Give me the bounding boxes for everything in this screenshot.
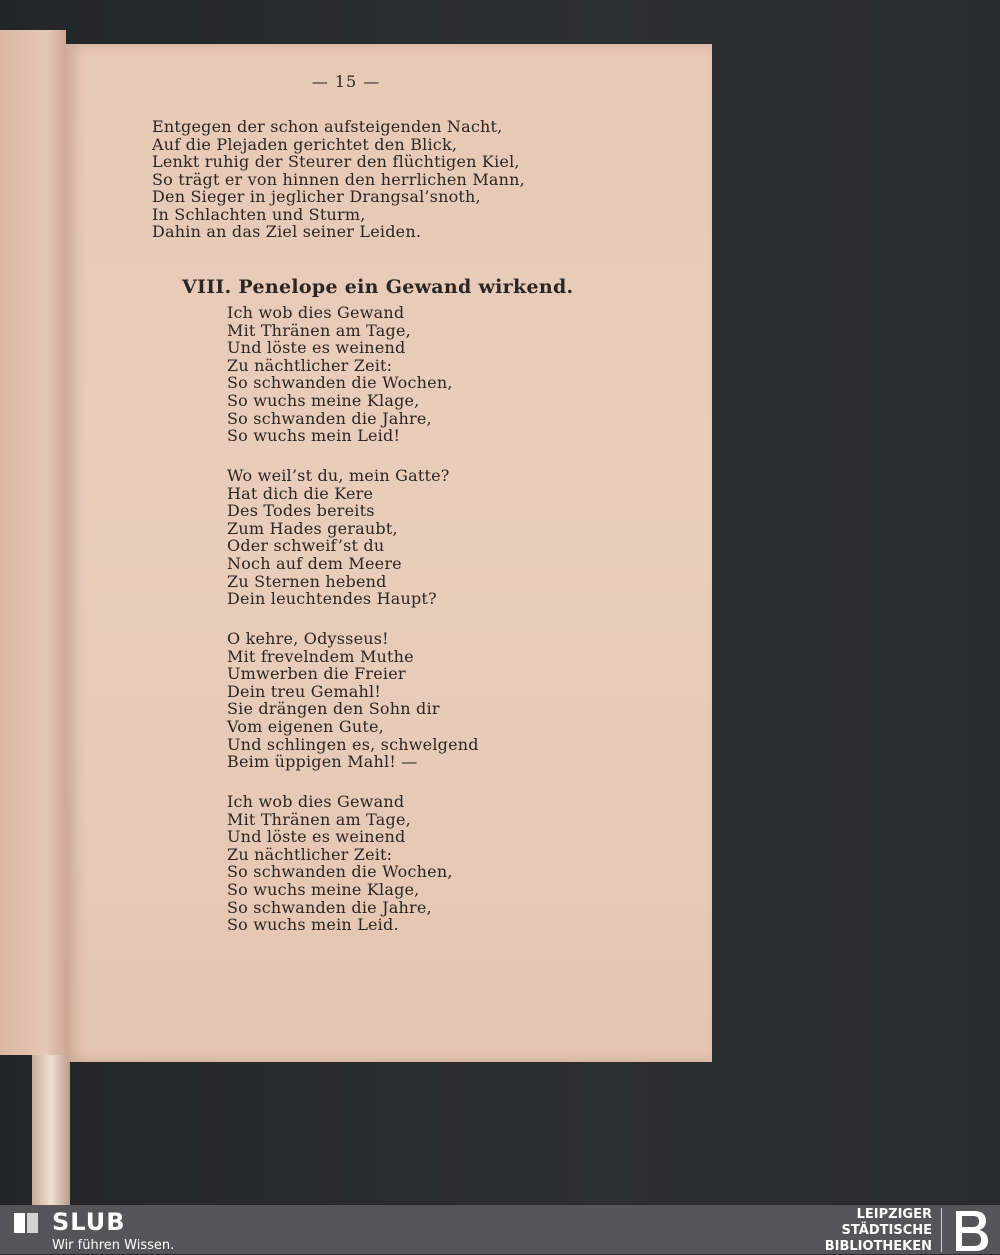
lsb-line: BIBLIOTHEKEN [824,1239,932,1254]
verse-line: Zu Sternen hebend [227,571,387,591]
verse-line: Den Sieger in jeglicher Drangsal’snoth, [152,187,481,206]
verse-line: Zu nächtlicher Zeit: [227,355,393,375]
verse-line: So wuchs meine Klage, [227,880,420,899]
verse-line: So schwanden die Jahre, [227,408,432,428]
verse-line: Und schlingen es, schwelgend [227,734,479,754]
verse-line: Und löste es weinend [227,827,406,847]
facing-page-edge [0,30,66,1055]
verse-line: So trägt er von hinnen den herrlichen Mann, [152,169,525,189]
verse-line: Ich wob dies Gewand [227,792,405,811]
book-page [66,44,712,1062]
verse-line: Mit frevelndem Muthe [227,646,414,666]
verse-line: Lenkt ruhig der Steurer den flüchtigen Kiel, [152,152,520,171]
verse-line: Wo weil’st du, mein Gatte? [227,466,450,485]
verse-line: In Schlachten und Sturm, [152,204,366,224]
verse-line: Mit Thränen am Tage, [227,809,411,829]
verse-line: So wuchs mein Leid. [227,915,399,935]
verse-line: So wuchs meine Klage, [227,391,420,410]
verse-line: Dein leuchtendes Haupt? [227,589,437,609]
verse-line: Dein treu Gemahl! [227,681,381,701]
verse-line: Ich wob dies Gewand [227,303,405,322]
lsb-line: LEIPZIGER [856,1207,932,1222]
verse-line: So schwanden die Wochen, [227,862,453,882]
verse-line: Mit Thränen am Tage, [227,320,411,340]
verse-line: Umwerben die Freier [227,664,406,684]
footer-divider [941,1208,942,1252]
verse-line: Zu nächtlicher Zeit: [227,844,393,864]
lsb-wordmark [825,1207,932,1255]
lsb-logo-icon [948,1207,992,1253]
slub-tagline: Wir führen Wissen. [52,1238,175,1253]
verse-line: So wuchs mein Leid! [227,426,401,446]
verse-line: O kehre, Odysseus! [227,629,389,648]
verse-line: So schwanden die Wochen, [227,373,453,393]
poem-heading: VIII. Penelope ein Gewand wirkend. [182,276,574,298]
verse-line: Hat dich die Kere [227,483,374,503]
verse-line: Vom eigenen Gute, [227,717,384,736]
footer-bar [0,1205,1000,1254]
verse-line: Noch auf dem Meere [227,554,402,573]
book-spine-edge [32,1055,70,1205]
verse-line: Zum Hades geraubt, [227,518,398,538]
verse-line: Auf die Plejaden gerichtet den Blick, [152,134,458,154]
verse-line: Beim üppigen Mahl! — [227,752,418,772]
verse-line: Oder schweif’st du [227,536,385,556]
verse-line: Dahin an das Ziel seiner Leiden. [152,222,422,241]
slub-logo-icon [12,1209,40,1237]
verse-line: Und löste es weinend [227,338,406,358]
lsb-line: STÄDTISCHE [841,1223,932,1238]
verse-line: Entgegen der schon aufsteigenden Nacht, [152,117,503,136]
slub-name: SLUB [52,1208,126,1236]
verse-line: Sie drängen den Sohn dir [227,699,440,719]
verse-line: Des Todes bereits [227,501,375,521]
verse-line: So schwanden die Jahre, [227,897,432,917]
page-number: — 15 — [311,72,381,91]
